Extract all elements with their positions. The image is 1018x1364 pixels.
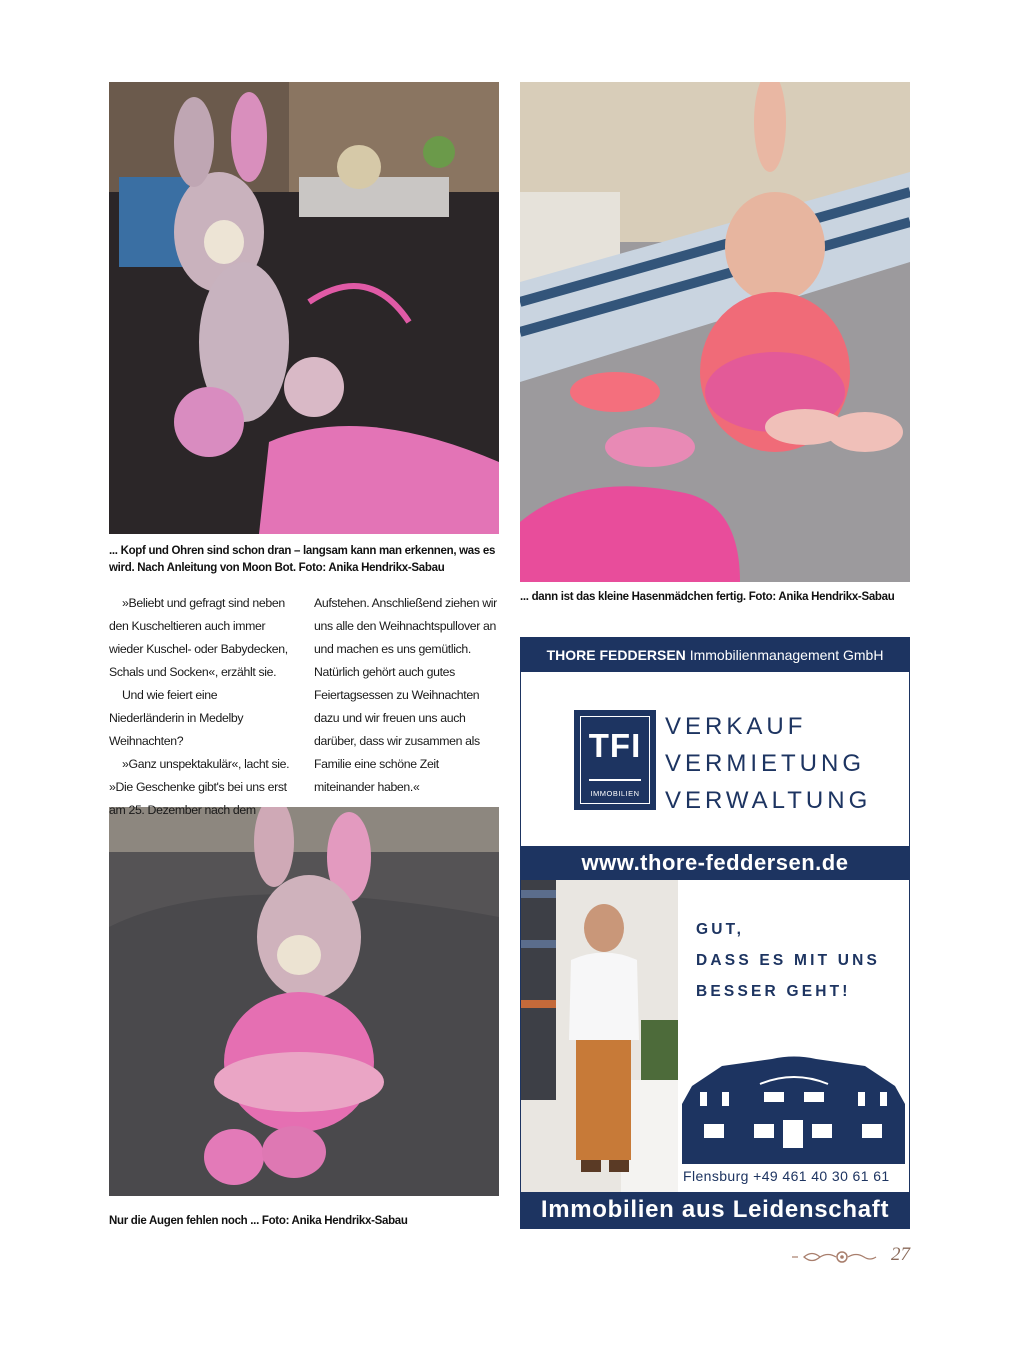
photo-caption-3: Nur die Augen fehlen noch ... Foto: Anika Hendrikx-Sabau [109, 1215, 408, 1227]
ad-company-name: THORE FEDDERSEN [546, 647, 686, 663]
page-footer [790, 1244, 910, 1268]
article-paragraph: Aufstehen. Anschließend ziehen wir uns alle den Weihnachtspullover an und machen es uns gemütlich. Natürlich gehört auch gutes Feiertagsessen zu Weihnachten dazu und wir freuen uns auch darüber, dass wir zusammen als Familie eine schöne Zeit miteinander haben.« [314, 596, 497, 794]
ad-contact-info: Flensburg +49 461 40 30 61 61 [683, 1168, 890, 1184]
ad-website-url: www.thore-feddersen.de [521, 846, 909, 880]
ad-slogan-line: BESSER GEHT! [696, 983, 851, 1000]
photo-caption-1: ... Kopf und Ohren sind schon dran – langsam kann man erkennen, was es wird. Nach Anleitung von Moon Bot. Foto: Anika Hendrikx-Sabau [109, 545, 496, 574]
article-column-1 [109, 592, 295, 822]
ad-services-list [665, 708, 871, 819]
ad-service-item: VERMIETUNG [665, 750, 866, 777]
ad-slogan-line: DASS ES MIT UNS [696, 952, 881, 969]
page-number: 27 [891, 1244, 910, 1265]
article-paragraph: »Ganz unspektakulär«, lacht sie. »Die Geschenke gibt's bei uns erst am 25. Dezember nach dem [109, 757, 290, 817]
photo-caption-2: ... dann ist das kleine Hasenmädchen fertig. Foto: Anika Hendrikx-Sabau [520, 591, 895, 603]
ad-slogan-line: GUT, [696, 921, 745, 938]
ad-tagline: Immobilien aus Leidenschaft [521, 1192, 909, 1228]
ad-slogan [696, 914, 880, 1007]
ad-portrait-photo [521, 880, 678, 1192]
photo-bunny-dress [109, 807, 499, 1196]
article-paragraph: Und wie feiert eine Niederländerin in Medelby Weihnachten? [109, 688, 244, 748]
ornament-icon [790, 1246, 880, 1268]
tfi-logo-text: TFI [588, 727, 642, 764]
article-paragraph: »Beliebt und gefragt sind neben den Kuscheltieren auch immer wieder Kuschel- oder Babydecken, Schals und Socken«, erzählt sie. [109, 596, 288, 679]
photo-bunny-table [109, 82, 499, 534]
article-column-2 [314, 592, 500, 799]
tfi-logo [574, 710, 656, 810]
house-icon [682, 1056, 905, 1164]
ad-service-item: VERWALTUNG [665, 787, 872, 814]
tfi-logo-subtext: IMMOBILIEN [590, 789, 640, 798]
ad-service-item: VERKAUF [665, 713, 807, 740]
ad-company-bar [521, 638, 909, 672]
photo-bunny-finished [520, 82, 910, 582]
ad-company-suffix: Immobilienmanagement GmbH [689, 647, 884, 663]
real-estate-advertisement [520, 637, 910, 1229]
